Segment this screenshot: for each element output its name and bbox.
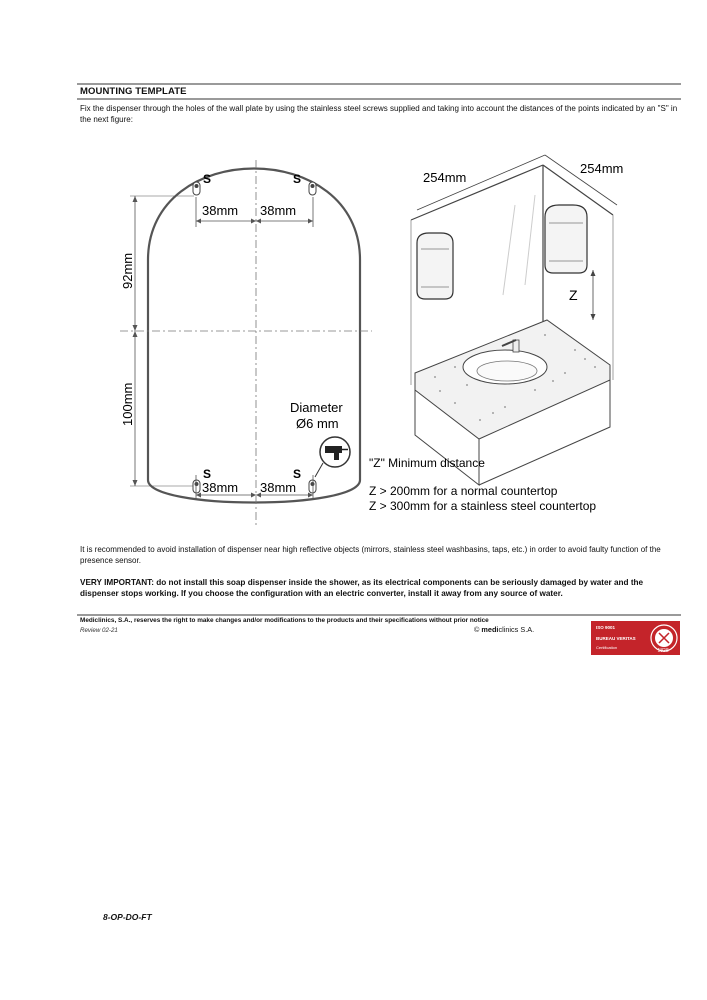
copyright-suffix: S.A. (518, 625, 535, 634)
diameter-label: Diameter (290, 400, 343, 415)
document-code: 8-OP-DO-FT (103, 912, 152, 922)
dispenser-right-icon (545, 205, 587, 273)
top-rule (77, 83, 681, 85)
copyright-brand-bold: clinics (498, 625, 519, 634)
screw-label-top-right: S (293, 172, 302, 186)
intro-text: Fix the dispenser through the holes of the wall plate by using the stainless steel screws supplied and taking into account the distances of the points indicated by an "S" in the next figure: (80, 104, 678, 124)
dim-top-right: 38mm (260, 203, 297, 218)
dim-upper-vertical: 92mm (120, 252, 135, 289)
copyright-prefix: © (474, 625, 482, 634)
dim-bottom-right: 38mm (260, 480, 297, 495)
cert-line2: BUREAU VERITAS (596, 636, 636, 641)
rule-normal-countertop: Z > 200mm for a normal countertop (369, 484, 558, 498)
screw-label-bottom-left: S (203, 467, 212, 481)
dim-bottom-left: 38mm (202, 480, 239, 495)
dim-top-left: 38mm (202, 203, 239, 218)
company-notice: Mediclinics, S.A., reserves the right to make changes and/or modifications to the products and their specifications without prior notice (80, 617, 489, 624)
installation-illustration (369, 145, 655, 520)
z-label: Z (569, 287, 578, 303)
screw-label-top-left: S (203, 172, 212, 186)
diameter-value: Ø6 mm (296, 416, 339, 431)
screw-hole-top-right (309, 182, 316, 195)
footer-rule (77, 614, 681, 616)
review-label: Review 02-21 (80, 627, 118, 634)
screw-hole-top-left (193, 182, 200, 195)
copyright (474, 625, 534, 634)
cert-line1: ISO 9001 (596, 625, 616, 630)
wall-width-left: 254mm (423, 170, 467, 185)
dispenser-left-icon (417, 233, 453, 299)
wall-width-right: 254mm (580, 161, 624, 176)
screw-hole-bottom-left (193, 480, 200, 493)
mounting-template-diagram (110, 145, 380, 530)
min-distance-note: "Z" Minimum distance (369, 456, 485, 470)
cert-line3: Certification (596, 645, 618, 650)
certification-badge (591, 621, 680, 655)
cert-year: 1828 (657, 648, 669, 654)
dim-lower-vertical: 100mm (120, 382, 135, 426)
warning-text: VERY IMPORTANT: do not install this soap dispenser inside the shower, as its electrical components can be seriously damaged by water and the dispenser stops working. If you choose the configuration with an electric converter, install it away from any source of water. (80, 578, 644, 598)
recommendation-text: It is recommended to avoid installation of dispenser near high reflective objects (mirrors, stainless steel washbasins, taps, etc.) in order to avoid faulty function of the presence sensor. (80, 545, 661, 565)
screw-label-bottom-right: S (293, 467, 302, 481)
rule-steel-countertop: Z > 300mm for a stainless steel countertop (369, 499, 597, 513)
section-title: MOUNTING TEMPLATE (80, 86, 187, 97)
copyright-brand: medi (481, 625, 499, 634)
title-rule (77, 98, 681, 100)
screw-hole-bottom-right (309, 480, 316, 493)
bureau-veritas-seal-icon (649, 623, 679, 653)
